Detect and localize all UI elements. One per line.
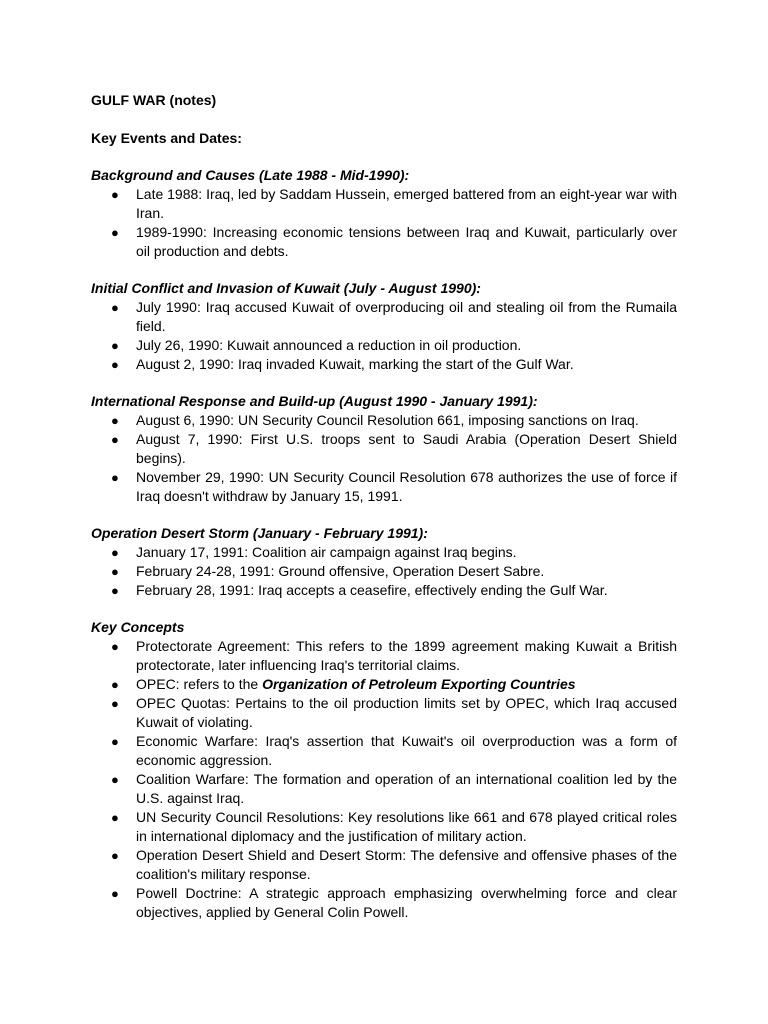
list-item-text: Economic Warfare: Iraq's assertion that Kuwait's oil overproduction was a form of economic aggression. [136,733,677,768]
bullet-list [91,298,677,374]
section-heading: Operation Desert Storm (January - February 1991): [91,525,428,541]
section-heading: Background and Causes (Late 1988 - Mid-1990): [91,167,410,183]
list-item-text: Operation Desert Shield and Desert Storm: The defensive and offensive phases of the coalition's military response. [136,847,677,882]
list-item [91,808,677,846]
bullet-icon: ● [111,187,119,202]
list-item [91,336,677,355]
list-item [91,846,677,884]
section-heading: Key Concepts [91,619,185,635]
list-item [91,581,677,600]
list-item-text: Late 1988: Iraq, led by Saddam Hussein, emerged battered from an eight-year war with Iran. [136,186,677,221]
bullet-icon: ● [111,357,119,372]
section-background-causes [91,166,677,261]
list-item-text: January 17, 1991: Coalition air campaign against Iraq begins. [136,544,517,560]
list-item [91,223,677,261]
list-item-text: February 28, 1991: Iraq accepts a ceasefire, effectively ending the Gulf War. [136,582,608,598]
bullet-icon: ● [111,583,119,598]
list-item [91,185,677,223]
bullet-icon: ● [111,639,119,654]
list-item-text: July 1990: Iraq accused Kuwait of overproducing oil and stealing oil from the Rumaila field. [136,299,677,334]
list-item-text: July 26, 1990: Kuwait announced a reduction in oil production. [136,337,522,353]
section-heading: Initial Conflict and Invasion of Kuwait (July - August 1990): [91,280,481,296]
bullet-icon: ● [111,432,119,447]
list-item [91,694,677,732]
list-item-text: Coalition Warfare: The formation and operation of an international coalition led by the U.S. against Iraq. [136,771,677,806]
document-title: GULF WAR (notes) [91,92,217,108]
bullet-icon: ● [111,734,119,749]
bullet-icon: ● [111,810,119,825]
bullet-icon: ● [111,300,119,315]
list-item-text: August 2, 1990: Iraq invaded Kuwait, marking the start of the Gulf War. [136,356,574,372]
bullet-icon: ● [111,225,119,240]
list-item-text: August 6, 1990: UN Security Council Resolution 661, imposing sanctions on Iraq. [136,412,639,428]
bullet-icon: ● [111,772,119,787]
bullet-icon: ● [111,696,119,711]
list-item-text: Powell Doctrine: A strategic approach emphasizing overwhelming force and clear objectives, applied by General Colin Powell. [136,885,677,920]
section-heading: International Response and Build-up (August 1990 - January 1991): [91,393,538,409]
list-item-text: February 24-28, 1991: Ground offensive, Operation Desert Sabre. [136,563,545,579]
key-events-heading: Key Events and Dates: [91,130,242,146]
bullet-icon: ● [111,413,119,428]
section-initial-conflict [91,279,677,374]
bullet-icon: ● [111,470,119,485]
list-item-text: OPEC Quotas: Pertains to the oil production limits set by OPEC, which Iraq accused Kuwait of violating. [136,695,677,730]
list-item-text: August 7, 1990: First U.S. troops sent to Saudi Arabia (Operation Desert Shield begins). [136,431,677,466]
list-item [91,884,677,922]
list-item [91,732,677,770]
list-item-text: Protectorate Agreement: This refers to the 1899 agreement making Kuwait a British protectorate, later influencing Iraq's territorial claims. [136,638,677,673]
list-item-text: UN Security Council Resolutions: Key resolutions like 661 and 678 played critical roles in international diplomacy and the justification of military action. [136,809,677,844]
bullet-icon: ● [111,886,119,901]
list-item [91,543,677,562]
opec-full-name: Organization of Petroleum Exporting Countries [262,676,576,692]
list-item [91,298,677,336]
list-item [91,355,677,374]
document-page [91,91,677,922]
bullet-icon: ● [111,338,119,353]
section-international-response [91,392,677,506]
bullet-icon: ● [111,545,119,560]
bullet-list [91,637,677,922]
bullet-list [91,411,677,506]
list-item-text: 1989-1990: Increasing economic tensions between Iraq and Kuwait, particularly over oil production and debts. [136,224,677,259]
list-item [91,637,677,675]
section-key-concepts [91,618,677,922]
list-item-text: OPEC: refers to the [136,676,263,692]
list-item [91,562,677,581]
bullet-list [91,543,677,600]
list-item [91,430,677,468]
bullet-icon: ● [111,564,119,579]
bullet-list [91,185,677,261]
list-item [91,468,677,506]
list-item [91,411,677,430]
section-desert-storm [91,524,677,600]
bullet-icon: ● [111,848,119,863]
list-item [91,675,677,694]
list-item-text: November 29, 1990: UN Security Council Resolution 678 authorizes the use of force if Iraq doesn't withdraw by January 15, 1991. [136,469,677,504]
bullet-icon: ● [111,677,119,692]
list-item [91,770,677,808]
